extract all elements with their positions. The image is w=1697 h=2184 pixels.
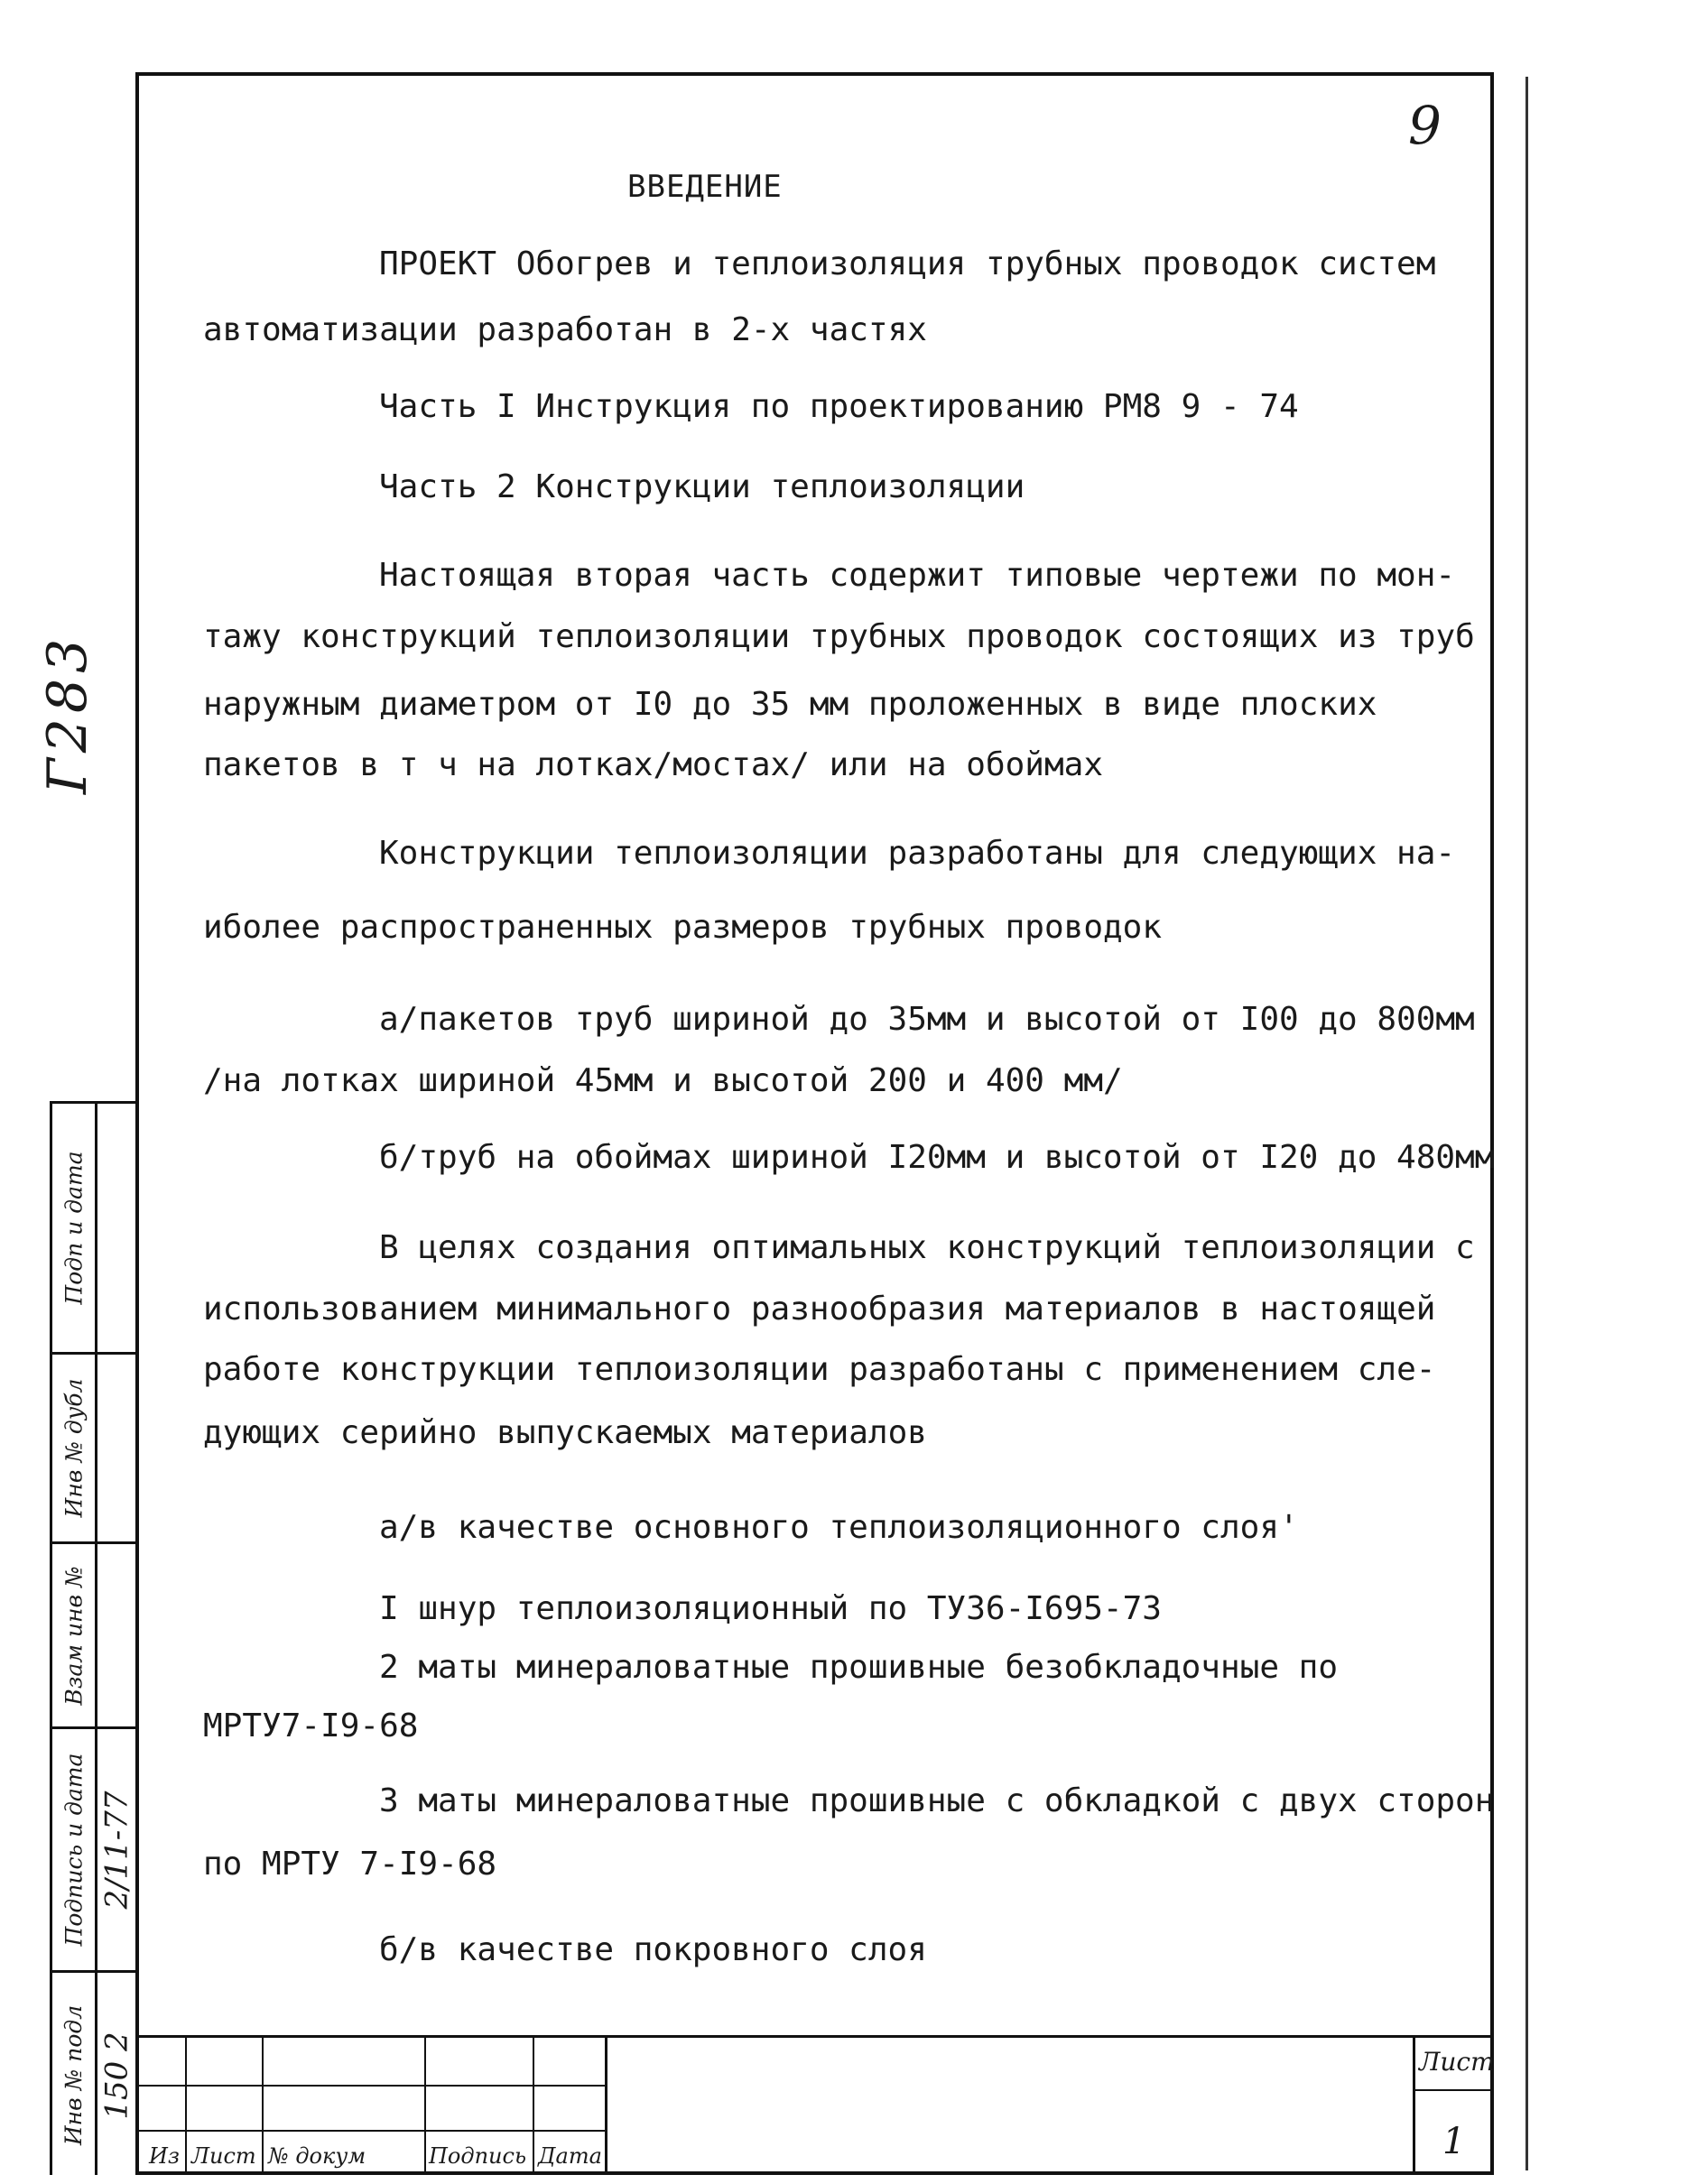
- text-line: 2 маты минераловатные прошивные безобкладочные по: [379, 1649, 1339, 1686]
- text-line: а/пакетов труб шириной до 35мм и высотой от I00 до 800мм: [379, 1001, 1475, 1038]
- text-line: дующих серийно выпускаемых материалов: [203, 1414, 927, 1451]
- text-line: Часть I Инструкция по проектированию РМ8 9 - 74: [379, 388, 1299, 425]
- header-date: Дата: [538, 2143, 602, 2169]
- text-line: 3 маты минераловатные прошивные с обкладкой с двух сторон: [379, 1782, 1495, 1819]
- inventory-number: 150 2: [99, 2031, 135, 2120]
- text-line: автоматизации разработан в 2-х частях: [203, 311, 927, 348]
- title-block-col-line: [1413, 2035, 1415, 2175]
- text-line: пакетов в т ч на лотках/мостах/ или на обоймах: [203, 746, 1103, 783]
- archive-code: Г283: [36, 633, 99, 794]
- binding-line: [1525, 77, 1528, 2170]
- text-line: Настоящая вторая часть содержит типовые чертежи по мон-: [379, 557, 1456, 594]
- title-block-row-line: [1413, 2089, 1494, 2091]
- title-block-row-line: [135, 2085, 605, 2087]
- text-line: работе конструкции теплоизоляции разработаны с применением сле-: [203, 1351, 1436, 1388]
- title-block-col-line: [533, 2035, 534, 2175]
- sheet-number: 1: [1442, 2121, 1466, 2162]
- text-line: Конструкции теплоизоляции разработаны для следующих на-: [379, 835, 1456, 872]
- title-block-col-line: [605, 2035, 607, 2175]
- text-line: тажу конструкций теплоизоляции трубных проводок состоящих из труб: [203, 618, 1475, 655]
- text-line: ПРОЕКТ Обогрев и теплоизоляция трубных проводок систем: [379, 245, 1436, 282]
- text-line: Часть 2 Конструкции теплоизоляции: [379, 468, 1025, 505]
- header-izm: Из: [149, 2143, 181, 2169]
- text-line: /на лотках шириной 45мм и высотой 200 и 400 мм/: [203, 1062, 1123, 1099]
- text-line: по МРТУ 7-I9-68: [203, 1846, 497, 1883]
- stamp-label: Подп и дата: [60, 1151, 88, 1305]
- text-line: I шнур теплоизоляционный по ТУ36-I695-73: [379, 1590, 1162, 1627]
- text-line: использованием минимального разнообразия материалов в настоящей: [203, 1291, 1436, 1328]
- title-block-col-line: [262, 2035, 264, 2175]
- stamp-label: Инв № дубл: [60, 1378, 88, 1518]
- signature-date: 2/11-77: [99, 1790, 136, 1910]
- page-title: ВВЕДЕНИЕ: [627, 169, 783, 205]
- text-line: наружным диаметром от I0 до 35 мм проложенных в виде плоских: [203, 686, 1377, 723]
- header-signature: Подпись: [429, 2143, 527, 2169]
- document-stamp: [50, 1101, 135, 2175]
- title-block-col-line: [424, 2035, 426, 2175]
- header-list: Лист: [191, 2143, 256, 2169]
- stamp-label: Подпись и дата: [60, 1753, 88, 1947]
- title-block-row-line: [135, 2130, 605, 2132]
- text-line: а/в качестве основного теплоизоляционного слоя': [379, 1509, 1299, 1546]
- text-line: б/труб на обоймах шириной I20мм и высотой от I20 до 480мм: [379, 1139, 1495, 1176]
- stamp-label: Инв № подл: [60, 2004, 88, 2146]
- header-doc-number: № докум: [268, 2143, 366, 2169]
- title-block-top-line: [135, 2035, 1494, 2038]
- stamp-label: Взам инв №: [60, 1565, 88, 1706]
- sheet-label: Лист: [1419, 2047, 1495, 2077]
- text-line: МРТУ7-I9-68: [203, 1707, 419, 1744]
- text-line: б/в качестве покровного слоя: [379, 1931, 927, 1968]
- title-block-col-line: [185, 2035, 187, 2175]
- page-number: 9: [1408, 95, 1442, 156]
- text-line: В целях создания оптимальных конструкций теплоизоляции с: [379, 1229, 1475, 1266]
- text-line: иболее распространенных размеров трубных проводок: [203, 909, 1163, 946]
